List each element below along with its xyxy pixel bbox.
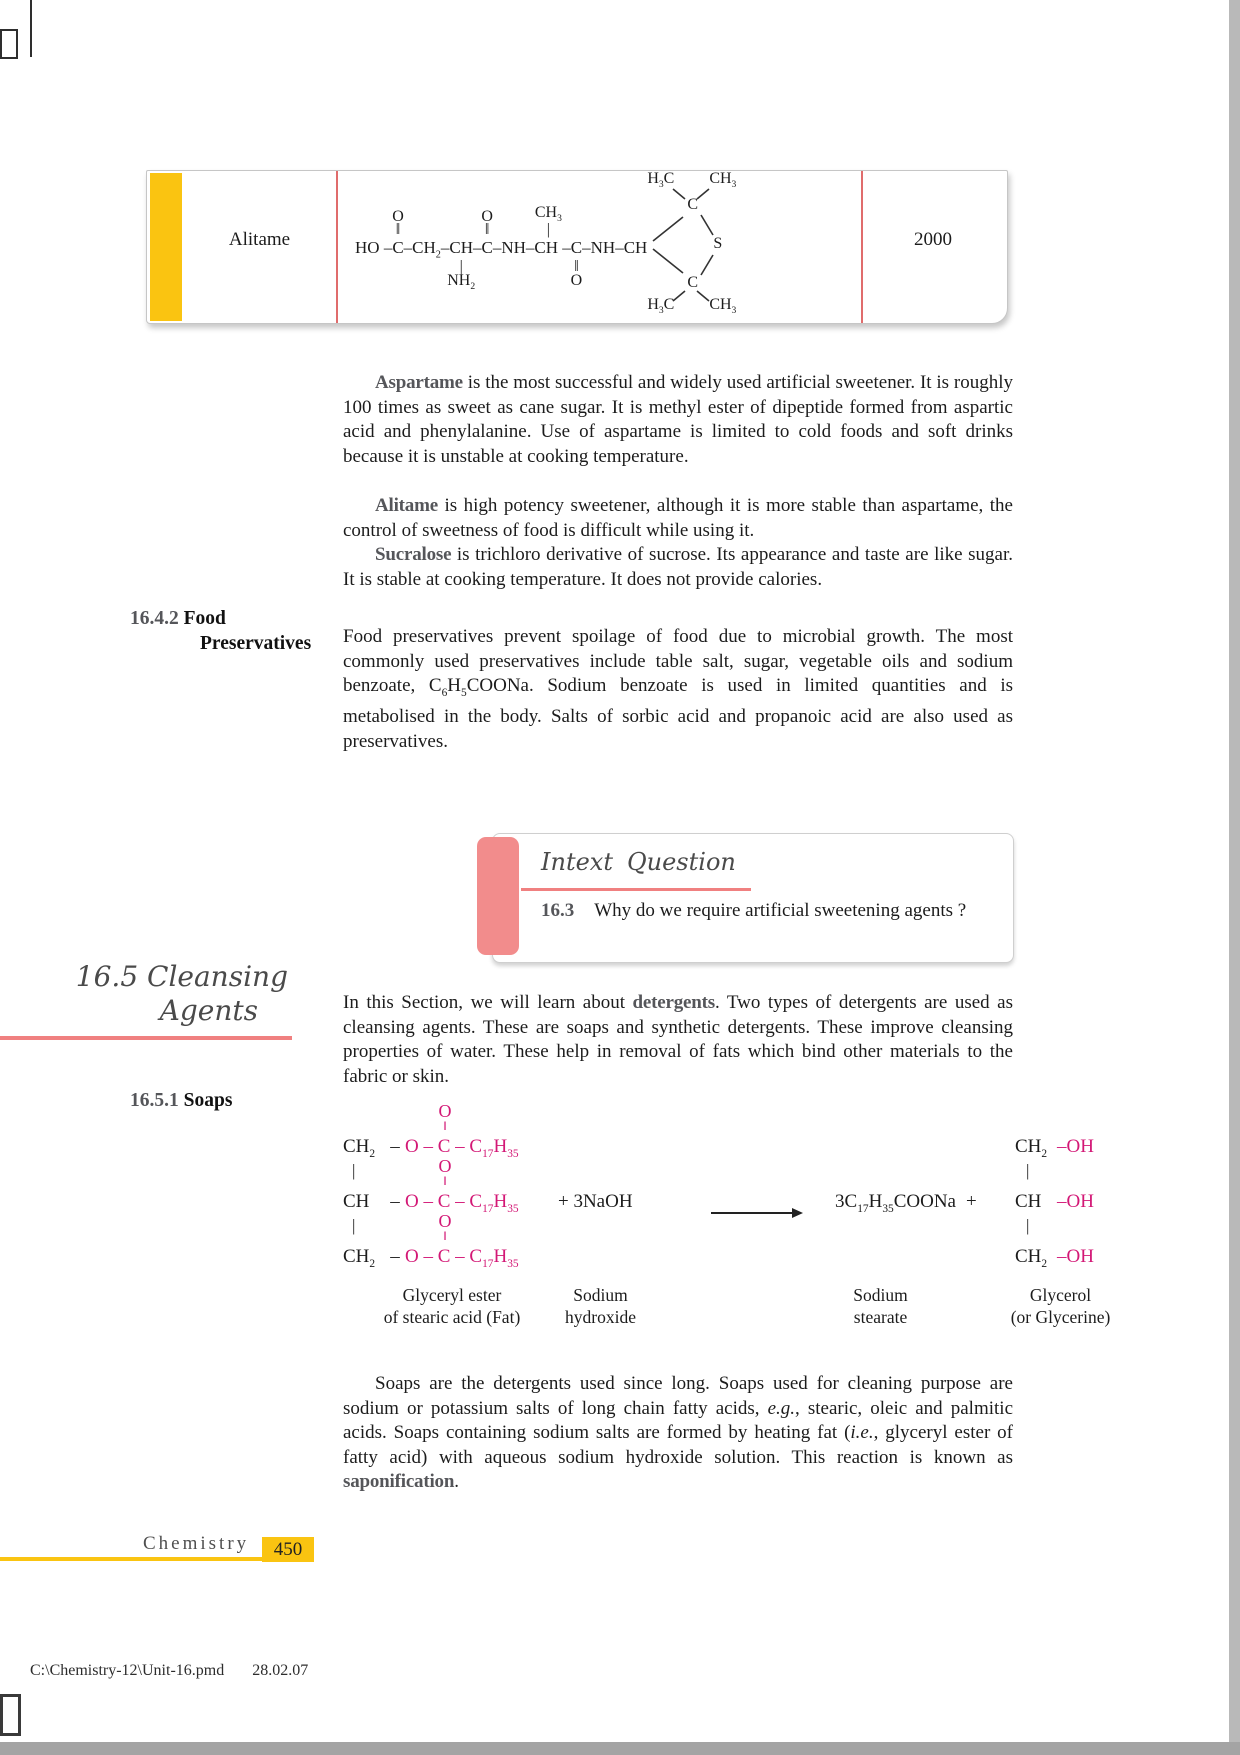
intext-question: 16.3 Why do we require artificial sweetening agents ? xyxy=(541,900,967,921)
registration-mark-top xyxy=(0,29,18,59)
sweetener-name: Alitame xyxy=(228,229,291,250)
keyword-sucralose: Sucralose xyxy=(375,544,452,565)
question-number: 16.3 xyxy=(541,900,575,921)
intext-title-underline xyxy=(521,888,751,891)
paragraph-detergents-intro: In this Section, we will learn about detergents. Two types of detergents are used as cleansing agents. These are soaps and synthetic detergents. These improve cleansing properties of water. These help in removal of fats which bind other materials to the fabric or skin. xyxy=(343,992,1013,1087)
page-edge-right xyxy=(1229,0,1240,1755)
paragraph-preservatives: Food preservatives prevent spoilage of food due to microbial growth. The most commonly used preservatives include table salt, sugar, vegetable oils and sodium benzoate, $C_6H_5COONa$. Sodium benzoate is used in limited quantities and is metabolised in the body. Salts of sorbic acid and propanoic acid are also used as preservatives. xyxy=(343,626,1014,752)
keyword-detergents: detergents xyxy=(632,992,715,1013)
bond: | xyxy=(1026,1216,1030,1235)
registration-mark-bottom xyxy=(0,1694,21,1736)
ring-atom: C xyxy=(687,274,698,291)
intext-tab xyxy=(477,837,519,955)
ring-atom: $CH_3$ xyxy=(709,170,737,191)
carbonyl-group: O ‖ xyxy=(438,1101,452,1133)
intext-title: Intext Question xyxy=(541,848,736,876)
carbonyl-group: O ‖ xyxy=(438,1156,452,1188)
label-glyceryl-ester: Glyceryl ester of stearic acid (Fat) xyxy=(383,1285,521,1327)
carbonyl-group: O ‖ xyxy=(438,1211,452,1243)
label-sodium-hydroxide: Sodium hydroxide xyxy=(565,1285,636,1327)
alitame-structure xyxy=(351,171,861,321)
keyword-aspartame: Aspartame xyxy=(375,372,463,393)
ring-atom: $H_3C$ xyxy=(647,170,675,191)
fat-ester-row: $CH_2$ – O – C – $C_{17}H_{35}$ xyxy=(343,1246,519,1270)
heading-soaps: 16.5.1 Soaps xyxy=(130,1090,233,1111)
ring-atom: C xyxy=(687,196,698,213)
alitame-chain: HO –C O ‖ $-CH_2-CH$ | $NH_2$ –C O ‖ –NH–CH $CH_3$ | –C ‖ O –NH–CH $H_3C$ $CH_3$ C S C $H_3C$ $CH_3$ xyxy=(355,235,769,260)
alitame-ring xyxy=(647,170,769,317)
fat-ester-row: $CH_2$ – O – C – $C_{17}H_{35}$ xyxy=(343,1136,519,1160)
glycerol-row: $CH_2$ –OH xyxy=(1015,1136,1094,1160)
paragraph-soaps: Soaps are the detergents used since long. Soaps used for cleaning purpose are sodium or potassium salts of long chain fatty acids, e.g., stearic, oleic and palmitic acids. Soaps containing sodium salts are formed by heating fat (i.e., glyceryl ester of fatty acid) with aqueous sodium hydroxide solution. This reaction is known as saponification. xyxy=(343,1373,1013,1492)
reagent-naoh: + 3NaOH xyxy=(558,1191,633,1212)
intext-question-box xyxy=(492,833,1014,963)
heading-cleansing-agents: 16.5 Cleansing Agents xyxy=(75,960,288,1027)
product-sodium-stearate: $3C_{17}H_{35}COONa$ + xyxy=(835,1191,977,1215)
bond: | xyxy=(352,1216,356,1235)
ring-atom: $H_3C$ xyxy=(647,296,675,317)
sweetness-value: 2000 xyxy=(914,229,952,250)
saponification-reaction xyxy=(343,1096,1143,1341)
label-sodium-stearate: Sodium stearate xyxy=(853,1285,908,1327)
heading-food-preservatives: 16.4.2 Food Preservatives xyxy=(130,608,312,654)
section-number: 16.4.2 xyxy=(130,608,179,629)
paragraph-aspartame: Aspartame is the most successful and widely used artificial sweetener. It is roughly 100 times as sweet as cane sugar. It is methyl ester of dipeptide formed from aspartic acid and phenylalanine. Use of aspartame is limited to cold foods and soft drinks because it is unstable at cooking temperature. xyxy=(343,372,1013,467)
ring-atom: $CH_3$ xyxy=(709,296,737,317)
bond: | xyxy=(1026,1161,1030,1180)
crop-line-top xyxy=(30,0,32,57)
label-glycerol: Glycerol (or Glycerine) xyxy=(1010,1285,1111,1327)
glycerol-row: CH –OH xyxy=(1015,1191,1094,1212)
paragraph-alitame: Alitame is high potency sweetener, although it is more stable than aspartame, the control of sweetness of food is difficult while using it. xyxy=(343,495,1013,541)
table-accent-bar xyxy=(150,173,182,321)
glycerol-row: $CH_2$ –OH xyxy=(1015,1246,1094,1270)
ring-atom: S xyxy=(713,235,723,252)
footer-rule xyxy=(0,1557,263,1561)
reaction-arrow xyxy=(711,1212,801,1214)
sweetener-table-row xyxy=(146,170,1008,324)
fat-ester-row: CH – O – C – $C_{17}H_{35}$ xyxy=(343,1191,519,1215)
section-number: 16.5.1 xyxy=(130,1090,179,1111)
file-path: C:\Chemistry-12\Unit-16.pmd xyxy=(30,1662,225,1679)
file-date: 28.02.07 xyxy=(252,1662,309,1679)
page-edge-bottom xyxy=(0,1742,1240,1755)
file-path-line xyxy=(30,1662,308,1680)
heading-underline xyxy=(0,1036,292,1040)
paragraph-sucralose: Sucralose is trichloro derivative of sucrose. Its appearance and taste are like sugar. It is stable at cooking temperature. It does not provide calories. xyxy=(343,544,1013,590)
keyword-alitame: Alitame xyxy=(375,495,438,516)
table-separator xyxy=(336,171,338,323)
footer-book-title: Chemistry xyxy=(143,1533,250,1554)
bond: | xyxy=(352,1161,356,1180)
page-number: 450 xyxy=(262,1537,314,1562)
